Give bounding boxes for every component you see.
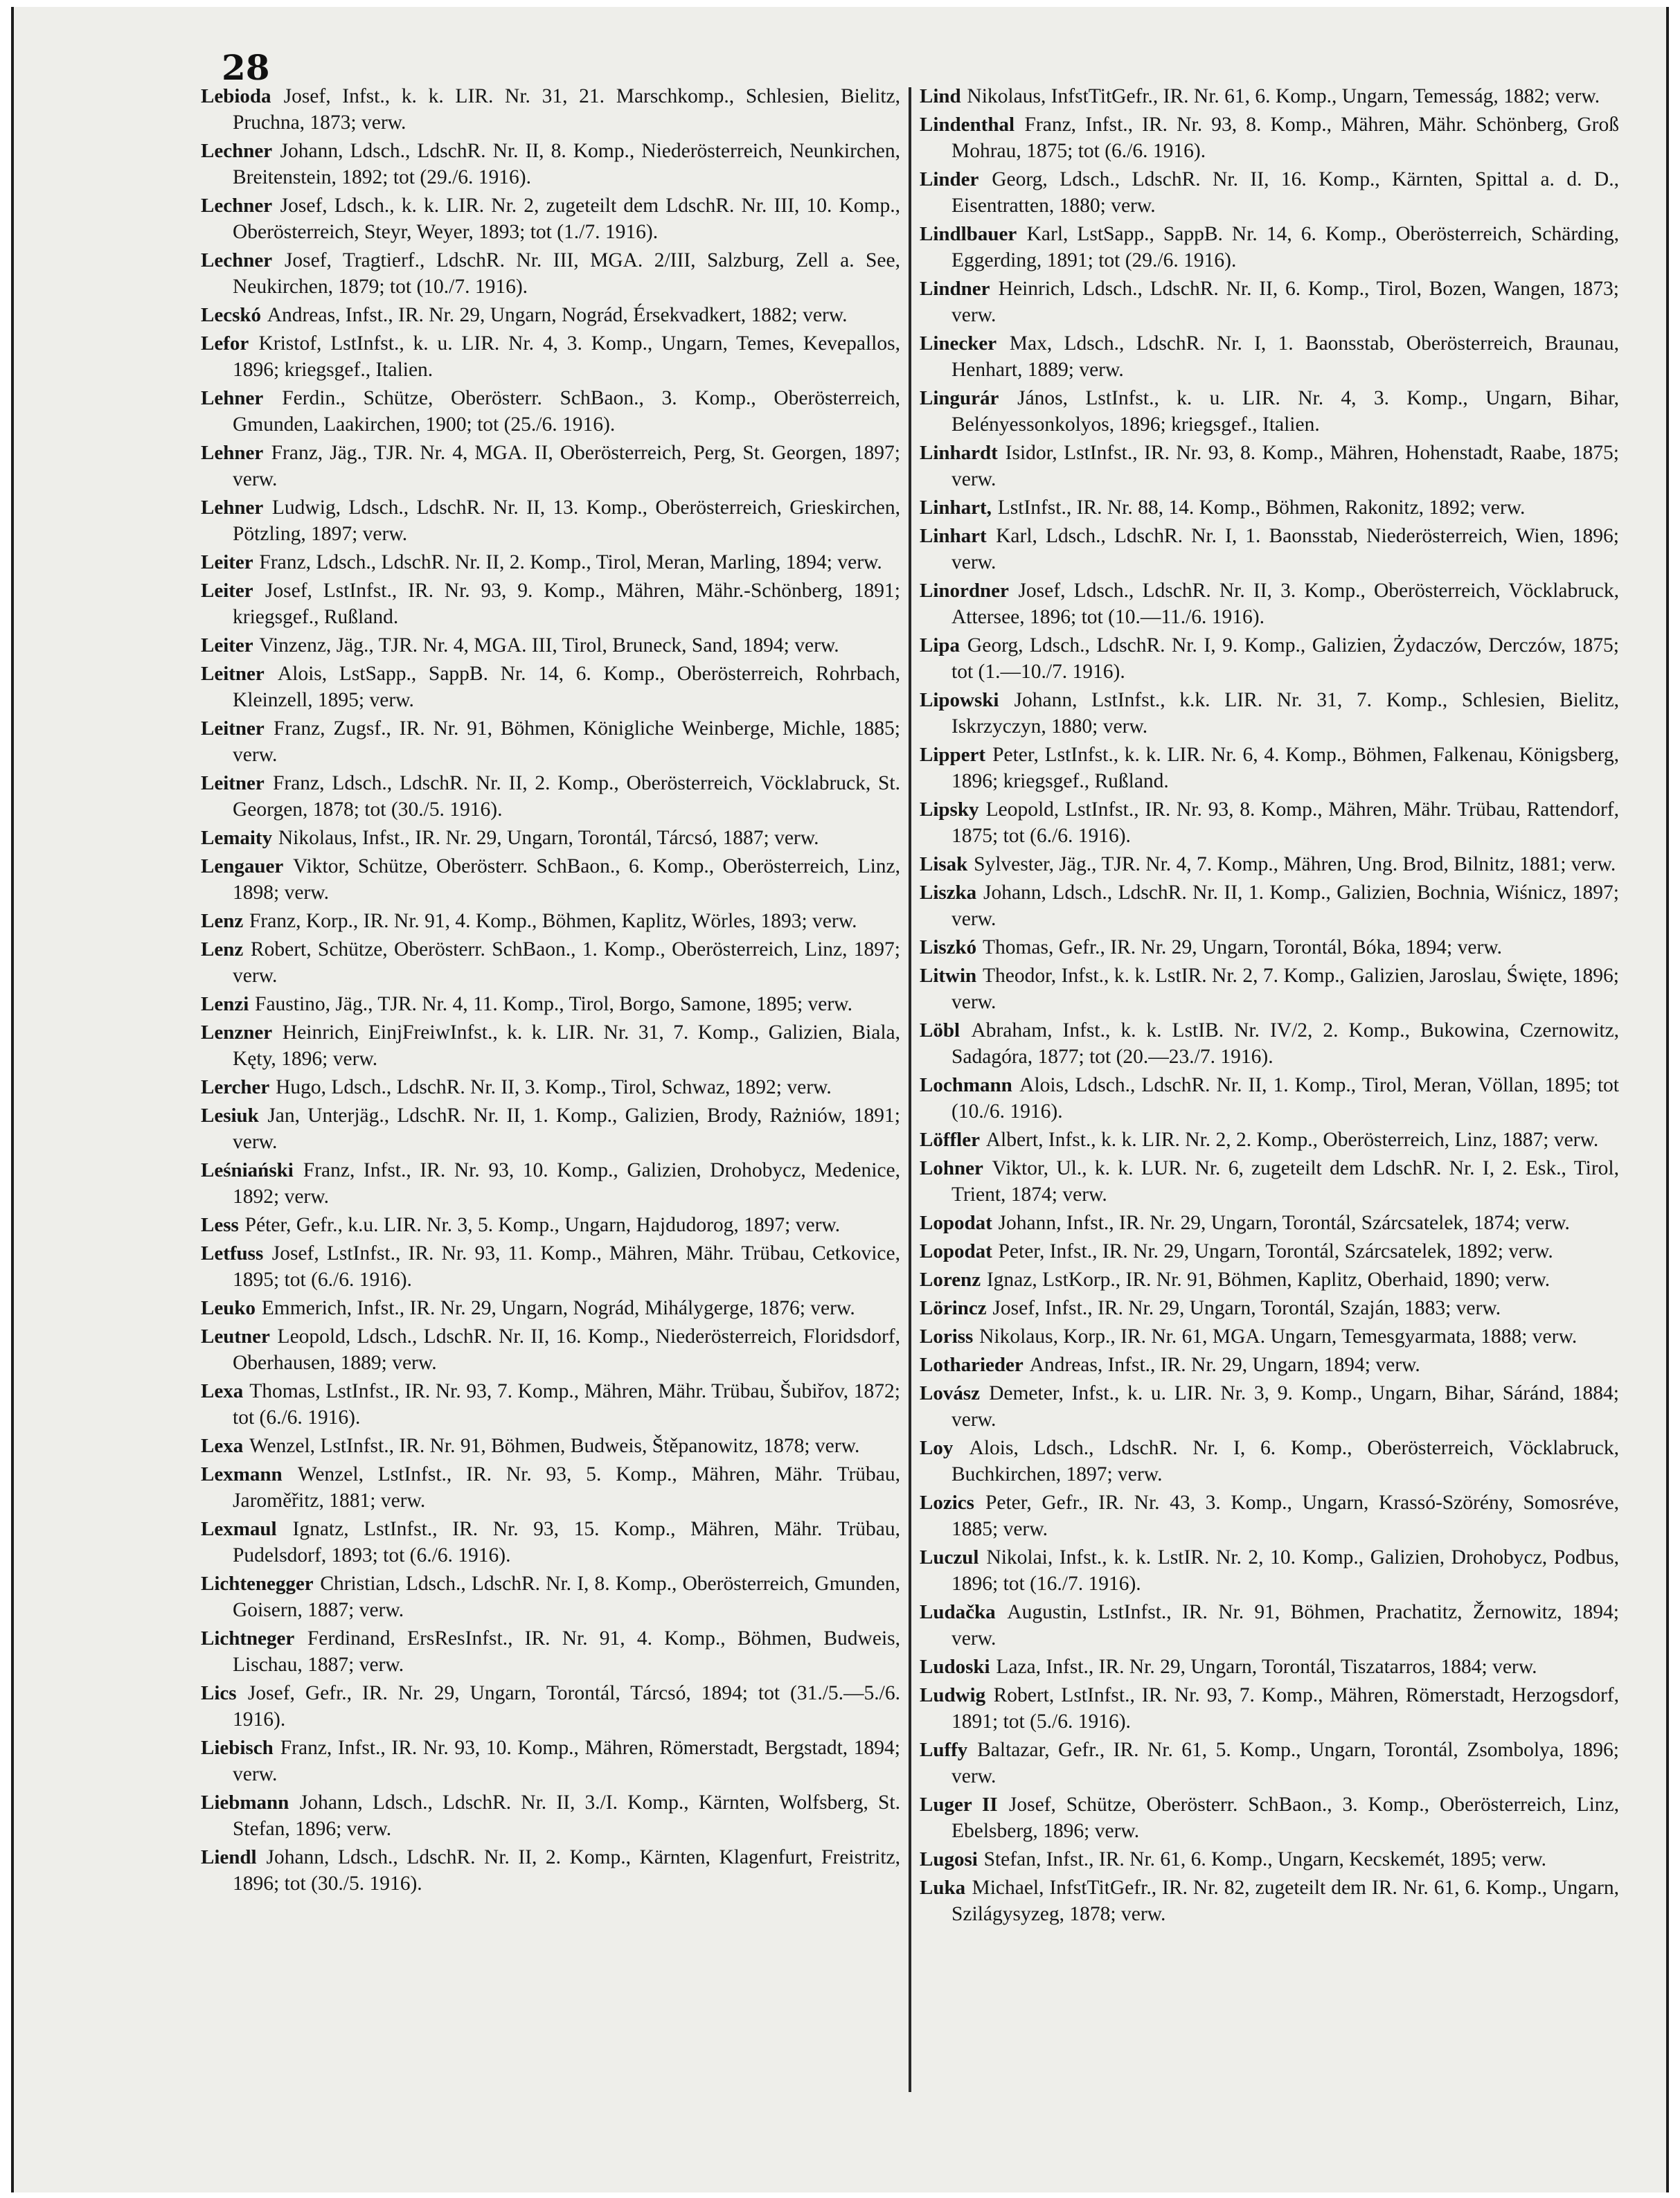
roster-entry: [920, 523, 1619, 575]
entry-surname: Lindenthal: [920, 114, 1015, 136]
roster-entry: [920, 1072, 1619, 1125]
entry-details: Johann, Ldsch., LdschR. Nr. II, 1. Komp., Galizien, Bochnia, Wiśnicz, 1897; verw.: [951, 882, 1619, 930]
entry-surname: Liszkó: [920, 936, 977, 958]
entry-details: Alois, Ldsch., LdschR. Nr. I, 6. Komp., Oberösterreich, Vöcklabruck, Buchkirchen, 1897; verw.: [951, 1437, 1619, 1485]
entry-details: Franz, Jäg., TJR. Nr. 4, MGA. II, Oberösterreich, Perg, St. Georgen, 1897; verw.: [233, 442, 900, 490]
roster-entry: [920, 578, 1619, 630]
entry-surname: Leuko: [201, 1297, 256, 1319]
entry-details: Franz, Korp., IR. Nr. 91, 4. Komp., Böhmen, Kaplitz, Wörles, 1893; verw.: [249, 910, 857, 932]
entry-details: Christian, Ldsch., LdschR. Nr. I, 8. Komp., Oberösterreich, Gmunden, Goisern, 1887; verw.: [233, 1573, 901, 1621]
roster-entry: [201, 661, 900, 713]
entry-surname: Luffy: [920, 1739, 968, 1761]
entry-surname: Lipsky: [920, 798, 979, 821]
roster-entry: [201, 1157, 900, 1210]
entry-surname: Lenzner: [201, 1021, 273, 1044]
roster-entry: [920, 1490, 1619, 1542]
entry-surname: Liebmann: [201, 1792, 289, 1814]
roster-entry: [920, 1127, 1619, 1153]
roster-entry: [920, 1380, 1619, 1433]
roster-entry: [920, 934, 1619, 960]
entry-surname: Lindlbauer: [920, 223, 1017, 245]
entry-details: Josef, LstInfst., IR. Nr. 93, 9. Komp., Mähren, Mähr.-Schönberg, 1891; kriegsgef., Rußland.: [233, 580, 901, 628]
entry-surname: Luger II: [920, 1794, 998, 1816]
roster-entry: [920, 1238, 1619, 1265]
entry-surname: Leiter: [201, 580, 253, 602]
entry-details: LstInfst., IR. Nr. 88, 14. Komp., Böhmen, Rakonitz, 1892; verw.: [997, 497, 1526, 519]
entry-details: Georg, Ldsch., LdschR. Nr. II, 16. Komp., Kärnten, Spittal a. d. D., Eisentratten, 1880; verw.: [951, 168, 1619, 217]
entry-details: János, LstInfst., k. u. LIR. Nr. 4, 3. Komp., Ungarn, Bihar, Belényessonkolyos, 1896; kriegsgef., Italien.: [951, 387, 1619, 436]
entry-surname: Loy: [920, 1437, 954, 1459]
entry-surname: Leśniański: [201, 1159, 294, 1181]
roster-entry: [920, 1155, 1619, 1208]
entry-surname: Lörincz: [920, 1297, 987, 1319]
roster-entry: [201, 770, 900, 823]
page-number: 28: [222, 47, 270, 88]
entry-surname: Lorenz: [920, 1269, 981, 1291]
roster-entry: [201, 1571, 900, 1623]
entry-surname: Lefor: [201, 332, 249, 355]
roster-entry: [201, 908, 900, 934]
entry-details: Emmerich, Infst., IR. Nr. 29, Ungarn, Nográd, Mihálygerge, 1876; verw.: [261, 1297, 855, 1319]
roster-entry: [920, 440, 1619, 492]
roster-entry: [920, 1017, 1619, 1070]
entry-details: Michael, InfstTitGefr., IR. Nr. 82, zugeteilt dem IR. Nr. 61, 6. Komp., Ungarn, Szilágysyzeg, 1878; verw.: [951, 1877, 1619, 1925]
right-column: [920, 83, 1619, 1929]
entry-surname: Lenzi: [201, 993, 249, 1015]
entry-details: Leopold, LstInfst., IR. Nr. 93, 8. Komp., Mähren, Mähr. Trübau, Rattendorf, 1875; tot (6./6. 1916).: [951, 798, 1619, 847]
entry-surname: Löffler: [920, 1129, 980, 1151]
roster-entry: [920, 111, 1619, 164]
entry-surname: Lichtneger: [201, 1627, 295, 1650]
entry-surname: Luczul: [920, 1546, 979, 1569]
entry-details: Karl, Ldsch., LdschR. Nr. I, 1. Baonsstab, Niederösterreich, Wien, 1896; verw.: [951, 525, 1619, 573]
entry-details: Franz, Infst., IR. Nr. 93, 8. Komp., Mähren, Mähr. Schönberg, Groß Mohrau, 1875; tot (6./6. 1916).: [951, 114, 1619, 162]
entry-surname: Lebioda: [201, 85, 271, 107]
roster-entry: [920, 1599, 1619, 1652]
roster-entry: [201, 1789, 900, 1842]
entry-details: Franz, Ldsch., LdschR. Nr. II, 2. Komp., Tirol, Meran, Marling, 1894; verw.: [259, 551, 882, 573]
entry-surname: Ludačka: [920, 1601, 996, 1623]
entry-details: Ignatz, LstInfst., IR. Nr. 93, 15. Komp., Mähren, Mähr. Trübau, Pudelsdorf, 1893; tot (6./6. 1916).: [233, 1518, 900, 1566]
entry-surname: Lengauer: [201, 855, 284, 877]
roster-entry: [201, 1212, 900, 1238]
entry-surname: Leitner: [201, 717, 265, 740]
roster-entry: [920, 1737, 1619, 1789]
entry-details: Johann, Ldsch., LdschR. Nr. II, 2. Komp., Kärnten, Klagenfurt, Freistritz, 1896; tot (30./5. 1916).: [233, 1846, 900, 1895]
roster-entry: [201, 1433, 900, 1459]
entry-surname: Ludwig: [920, 1684, 986, 1706]
entry-surname: Lugosi: [920, 1848, 978, 1870]
entry-surname: Leitner: [201, 772, 265, 794]
entry-details: Johann, Ldsch., LdschR. Nr. II, 3./I. Komp., Kärnten, Wolfsberg, St. Stefan, 1896; verw.: [233, 1792, 900, 1840]
roster-entry: [201, 632, 900, 659]
entry-surname: Lexa: [201, 1380, 244, 1402]
entry-details: Ferdinand, ErsResInfst., IR. Nr. 91, 4. Komp., Böhmen, Budweis, Lischau, 1887; verw.: [233, 1627, 900, 1676]
entry-details: Kristof, LstInfst., k. u. LIR. Nr. 4, 3. Komp., Ungarn, Temes, Kevepallos, 1896; kriegsgef., Italien.: [233, 332, 900, 381]
roster-entry: [920, 1323, 1619, 1350]
entry-surname: Lechner: [201, 140, 273, 162]
entry-details: Alois, Ldsch., LdschR. Nr. II, 1. Komp., Tirol, Meran, Völlan, 1895; tot (10./6. 1916).: [951, 1074, 1619, 1123]
roster-entry: [201, 330, 900, 383]
entry-details: Vinzenz, Jäg., TJR. Nr. 4, MGA. III, Tirol, Bruneck, Sand, 1894; verw.: [259, 634, 839, 656]
entry-surname: Lichtenegger: [201, 1573, 314, 1595]
entry-surname: Lipowski: [920, 689, 999, 711]
roster-entry: [201, 1323, 900, 1376]
entry-surname: Lechner: [201, 249, 273, 271]
roster-entry: [920, 385, 1619, 438]
entry-details: Nikolaus, Infst., IR. Nr. 29, Ungarn, Torontál, Tárcsó, 1887; verw.: [278, 827, 819, 849]
entry-details: Theodor, Infst., k. k. LstIR. Nr. 2, 7. Komp., Galizien, Jaroslau, Święte, 1896; verw.: [951, 965, 1619, 1013]
entry-surname: Lippert: [920, 744, 986, 766]
entry-details: Augustin, LstInfst., IR. Nr. 91, Böhmen, Prachatitz, Žernowitz, 1894; verw.: [951, 1601, 1619, 1650]
entry-details: Josef, Infst., k. k. LIR. Nr. 31, 21. Marschkomp., Schlesien, Bielitz, Pruchna, 1873; verw.: [233, 85, 900, 134]
roster-entry: [920, 1682, 1619, 1735]
roster-entry: [201, 193, 900, 245]
roster-entry: [920, 1352, 1619, 1378]
entry-details: Péter, Gefr., k.u. LIR. Nr. 3, 5. Komp., Ungarn, Hajdudorog, 1897; verw.: [244, 1214, 841, 1236]
entry-surname: Lohner: [920, 1157, 983, 1179]
roster-entry: [201, 1240, 900, 1293]
entry-surname: Lipa: [920, 634, 960, 656]
entry-surname: Linecker: [920, 332, 997, 355]
entry-surname: Letfuss: [201, 1242, 264, 1265]
entry-surname: Liendl: [201, 1846, 257, 1868]
entry-details: Josef, Schütze, Oberösterr. SchBaon., 3. Komp., Oberösterreich, Linz, Ebelsberg, 1896; verw.: [951, 1794, 1619, 1842]
entry-surname: Lehner: [201, 442, 264, 464]
roster-entry: [201, 853, 900, 906]
entry-details: Karl, LstSapp., SappB. Nr. 14, 6. Komp., Oberösterreich, Schärding, Eggerding, 1891; tot (29./6. 1916).: [951, 223, 1619, 271]
entry-details: Franz, Infst., IR. Nr. 93, 10. Komp., Mähren, Römerstadt, Bergstadt, 1894; verw.: [233, 1737, 900, 1785]
entry-details: Josef, Ldsch., LdschR. Nr. II, 3. Komp., Oberösterreich, Vöcklabruck, Attersee, 1896; tot (10.—11./6. 1916).: [951, 580, 1620, 628]
entry-surname: Less: [201, 1214, 239, 1236]
entry-details: Faustino, Jäg., TJR. Nr. 4, 11. Komp., Tirol, Borgo, Samone, 1895; verw.: [255, 993, 852, 1015]
roster-entry: [201, 494, 900, 547]
entry-details: Laza, Infst., IR. Nr. 29, Ungarn, Torontál, Tiszatarros, 1884; verw.: [996, 1656, 1537, 1678]
roster-entry: [201, 302, 900, 328]
entry-surname: Lopodat: [920, 1212, 992, 1234]
roster-entry: [201, 991, 900, 1017]
roster-entry: [201, 1074, 900, 1100]
entry-details: Heinrich, Ldsch., LdschR. Nr. II, 6. Komp., Tirol, Bozen, Wangen, 1873; verw.: [951, 278, 1619, 326]
entry-surname: Linhart,: [920, 497, 992, 519]
entry-surname: Lenz: [201, 938, 244, 960]
entry-surname: Lisak: [920, 853, 968, 875]
entry-details: Andreas, Infst., IR. Nr. 29, Ungarn, Nográd, Érsekvadkert, 1882; verw.: [267, 304, 848, 326]
roster-entry: [201, 1735, 900, 1787]
roster-entry: [920, 1267, 1619, 1293]
entry-details: Jan, Unterjäg., LdschR. Nr. II, 1. Komp., Galizien, Brody, Rażniów, 1891; verw.: [233, 1105, 900, 1153]
column-divider: [909, 87, 911, 2092]
entry-surname: Linhardt: [920, 442, 998, 464]
roster-entry: [920, 166, 1619, 219]
entry-details: Thomas, LstInfst., IR. Nr. 93, 7. Komp., Mähren, Mähr. Trübau, Šubiřov, 1872; tot (6./6. 1916).: [233, 1380, 900, 1429]
entry-surname: Lozics: [920, 1492, 974, 1514]
entry-details: Heinrich, EinjFreiwInfst., k. k. LIR. Nr. 31, 7. Komp., Galizien, Biala, Kęty, 1896; verw.: [233, 1021, 900, 1070]
entry-surname: Lics: [201, 1682, 237, 1704]
entry-details: Viktor, Schütze, Oberösterr. SchBaon., 6. Komp., Oberösterreich, Linz, 1898; verw.: [233, 855, 901, 904]
roster-entry: [201, 1844, 900, 1897]
roster-entry: [920, 742, 1619, 794]
entry-details: Viktor, Ul., k. k. LUR. Nr. 6, zugeteilt dem LdschR. Nr. I, 2. Esk., Tirol, Trient, 1874; verw.: [951, 1157, 1619, 1206]
entry-details: Stefan, Infst., IR. Nr. 61, 6. Komp., Ungarn, Kecskemét, 1895; verw.: [983, 1848, 1547, 1870]
entry-details: Nikolaus, Korp., IR. Nr. 61, MGA. Ungarn, Temesgyarmata, 1888; verw.: [979, 1325, 1578, 1348]
roster-entry: [201, 1680, 900, 1733]
entry-surname: Litwin: [920, 965, 977, 987]
roster-entry: [920, 1654, 1619, 1680]
entry-surname: Luka: [920, 1877, 966, 1899]
entry-details: Johann, LstInfst., k.k. LIR. Nr. 31, 7. Komp., Schlesien, Bielitz, Iskrzyczyn, 1880; verw.: [951, 689, 1619, 738]
entry-details: Josef, LstInfst., IR. Nr. 93, 11. Komp., Mähren, Mähr. Trübau, Cetkovice, 1895; tot (6./6. 1916).: [233, 1242, 900, 1291]
entry-surname: Linder: [920, 168, 979, 190]
entry-surname: Leutner: [201, 1325, 270, 1348]
entry-details: Robert, Schütze, Oberösterr. SchBaon., 1. Komp., Oberösterreich, Linz, 1897; verw.: [233, 938, 900, 987]
roster-entry: [920, 963, 1619, 1015]
entry-surname: Lechner: [201, 195, 273, 217]
entry-surname: Lexa: [201, 1435, 244, 1457]
roster-entry: [920, 1210, 1619, 1236]
roster-entry: [920, 276, 1619, 328]
roster-entry: [920, 1295, 1619, 1321]
entry-surname: Löbl: [920, 1019, 960, 1042]
roster-entry: [201, 578, 900, 630]
entry-details: Nikolai, Infst., k. k. LstIR. Nr. 2, 10. Komp., Galizien, Drohobycz, Podbus, 1896; tot (16./7. 1916).: [951, 1546, 1619, 1595]
entry-details: Andreas, Infst., IR. Nr. 29, Ungarn, 1894; verw.: [1029, 1354, 1420, 1376]
entry-surname: Lecskó: [201, 304, 261, 326]
entry-details: Sylvester, Jäg., TJR. Nr. 4, 7. Komp., Mähren, Ung. Brod, Bilnitz, 1881; verw.: [974, 853, 1616, 875]
entry-details: Franz, Infst., IR. Nr. 93, 10. Komp., Galizien, Drohobycz, Medenice, 1892; verw.: [233, 1159, 901, 1208]
roster-entry: [920, 851, 1619, 877]
roster-entry: [201, 715, 900, 768]
roster-entry: [920, 1792, 1619, 1844]
entry-surname: Lindner: [920, 278, 990, 300]
entry-surname: Lehner: [201, 497, 264, 519]
entry-details: Peter, Infst., IR. Nr. 29, Ungarn, Torontál, Szárcsatelek, 1892; verw.: [998, 1240, 1553, 1262]
entry-details: Nikolaus, InfstTitGefr., IR. Nr. 61, 6. Komp., Ungarn, Temesság, 1882; verw.: [967, 85, 1600, 107]
entry-details: Georg, Ldsch., LdschR. Nr. I, 9. Komp., Galizien, Żydaczów, Derczów, 1875; tot (1.—10./7. 1916).: [951, 634, 1620, 683]
entry-details: Peter, LstInfst., k. k. LIR. Nr. 6, 4. Komp., Böhmen, Falkenau, Königsberg, 1896; kriegsgef., Rußland.: [951, 744, 1619, 792]
entry-surname: Liebisch: [201, 1737, 274, 1759]
entry-details: Abraham, Infst., k. k. LstIB. Nr. IV/2, 2. Komp., Bukowina, Czernowitz, Sadagóra, 1877; tot (20.—23./7. 1916).: [951, 1019, 1619, 1068]
entry-details: Isidor, LstInfst., IR. Nr. 93, 8. Komp., Mähren, Hohenstadt, Raabe, 1875; verw.: [951, 442, 1619, 490]
roster-entry: [920, 796, 1619, 849]
left-column: [201, 83, 900, 1899]
roster-entry: [201, 1378, 900, 1431]
roster-entry: [201, 1516, 900, 1569]
entry-details: Leopold, Ldsch., LdschR. Nr. II, 16. Komp., Niederösterreich, Floridsdorf, Oberhausen, 1889; verw.: [233, 1325, 900, 1374]
roster-entry: [201, 1295, 900, 1321]
entry-details: Wenzel, LstInfst., IR. Nr. 93, 5. Komp., Mähren, Mähr. Trübau, Jaroměřitz, 1881; verw.: [233, 1463, 901, 1512]
entry-details: Franz, Zugsf., IR. Nr. 91, Böhmen, Königliche Weinberge, Michle, 1885; verw.: [233, 717, 900, 766]
entry-details: Johann, Ldsch., LdschR. Nr. II, 8. Komp., Niederösterreich, Neunkirchen, Breitenstein, 1892; tot (29./6. 1916).: [233, 140, 901, 188]
roster-entry: [201, 549, 900, 575]
entry-details: Albert, Infst., k. k. LIR. Nr. 2, 2. Komp., Oberösterreich, Linz, 1887; verw.: [985, 1129, 1599, 1151]
entry-details: Ludwig, Ldsch., LdschR. Nr. II, 13. Komp., Oberösterreich, Grieskirchen, Pötzling, 1897; verw.: [233, 497, 901, 545]
roster-entry: [201, 83, 900, 136]
roster-entry: [201, 1102, 900, 1155]
entry-surname: Lexmaul: [201, 1518, 277, 1540]
entry-details: Alois, LstSapp., SappB. Nr. 14, 6. Komp., Oberösterreich, Rohrbach, Kleinzell, 1895; verw.: [233, 663, 900, 711]
roster-entry: [920, 1435, 1619, 1487]
roster-entry: [920, 330, 1619, 383]
roster-entry: [920, 879, 1619, 932]
entry-details: Demeter, Infst., k. u. LIR. Nr. 3, 9. Komp., Ungarn, Bihar, Sáránd, 1884; verw.: [951, 1382, 1619, 1431]
entry-surname: Linhart: [920, 525, 987, 547]
roster-entry: [920, 687, 1619, 740]
roster-entry: [201, 1019, 900, 1072]
entry-surname: Lexmann: [201, 1463, 283, 1485]
entry-details: Johann, Infst., IR. Nr. 29, Ungarn, Torontál, Szárcsatelek, 1874; verw.: [998, 1212, 1570, 1234]
entry-surname: Lemaity: [201, 827, 273, 849]
entry-details: Josef, Ldsch., k. k. LIR. Nr. 2, zugeteilt dem LdschR. Nr. III, 10. Komp., Oberösterreich, Steyr, Weyer, 1893; tot (1./7. 1916).: [233, 195, 900, 243]
entry-surname: Leitner: [201, 663, 265, 685]
roster-entry: [201, 936, 900, 989]
roster-entry: [201, 440, 900, 492]
entry-surname: Lotharieder: [920, 1354, 1024, 1376]
roster-entry: [920, 1875, 1619, 1927]
roster-entry: [201, 1461, 900, 1514]
entry-details: Baltazar, Gefr., IR. Nr. 61, 5. Komp., Ungarn, Torontál, Zsombolya, 1896; verw.: [951, 1739, 1619, 1787]
entry-surname: Loriss: [920, 1325, 974, 1348]
entry-surname: Leiter: [201, 634, 253, 656]
roster-entry: [920, 1544, 1619, 1597]
entry-details: Peter, Gefr., IR. Nr. 43, 3. Komp., Ungarn, Krassó-Szörény, Somosréve, 1885; verw.: [951, 1492, 1619, 1540]
entry-details: Max, Ldsch., LdschR. Nr. I, 1. Baonsstab, Oberösterreich, Braunau, Henhart, 1889; verw.: [951, 332, 1619, 381]
entry-details: Wenzel, LstInfst., IR. Nr. 91, Böhmen, Budweis, Štěpanowitz, 1878; verw.: [249, 1435, 860, 1457]
roster-entry: [920, 1846, 1619, 1873]
entry-surname: Lopodat: [920, 1240, 992, 1262]
entry-surname: Linordner: [920, 580, 1009, 602]
roster-entry: [201, 247, 900, 300]
entry-surname: Ludoski: [920, 1656, 990, 1678]
entry-details: Robert, LstInfst., IR. Nr. 93, 7. Komp., Mähren, Römerstadt, Herzogsdorf, 1891; tot (5./6. 1916).: [951, 1684, 1619, 1733]
entry-surname: Lind: [920, 85, 961, 107]
entry-surname: Lesiuk: [201, 1105, 259, 1127]
roster-entry: [920, 83, 1619, 109]
entry-details: Ferdin., Schütze, Oberösterr. SchBaon., 3. Komp., Oberösterreich, Gmunden, Laakirchen, 1900; tot (25./6. 1916).: [233, 387, 900, 436]
roster-entry: [920, 632, 1619, 685]
roster-entry: [201, 138, 900, 190]
entry-surname: Leiter: [201, 551, 253, 573]
roster-entry: [201, 385, 900, 438]
entry-details: Thomas, Gefr., IR. Nr. 29, Ungarn, Torontál, Bóka, 1894; verw.: [982, 936, 1502, 958]
entry-surname: Lochmann: [920, 1074, 1012, 1096]
entry-surname: Lehner: [201, 387, 264, 409]
roster-entry: [201, 825, 900, 851]
entry-details: Hugo, Ldsch., LdschR. Nr. II, 3. Komp., Tirol, Schwaz, 1892; verw.: [276, 1076, 832, 1098]
entry-details: Franz, Ldsch., LdschR. Nr. II, 2. Komp., Oberösterreich, Vöcklabruck, St. Georgen, 1878; tot (30./5. 1916).: [233, 772, 901, 821]
entry-details: Josef, Tragtierf., LdschR. Nr. III, MGA. 2/III, Salzburg, Zell a. See, Neukirchen, 1879; tot (10./7. 1916).: [233, 249, 900, 298]
entry-surname: Lovász: [920, 1382, 980, 1404]
entry-details: Ignaz, LstKorp., IR. Nr. 91, Böhmen, Kaplitz, Oberhaid, 1890; verw.: [986, 1269, 1551, 1291]
roster-entry: [201, 1625, 900, 1678]
entry-details: Josef, Infst., IR. Nr. 29, Ungarn, Torontál, Szaján, 1883; verw.: [992, 1297, 1501, 1319]
roster-entry: [920, 221, 1619, 274]
entry-surname: Lingurár: [920, 387, 999, 409]
entry-surname: Lercher: [201, 1076, 270, 1098]
entry-surname: Lenz: [201, 910, 244, 932]
roster-entry: [920, 494, 1619, 521]
entry-details: Josef, Gefr., IR. Nr. 29, Ungarn, Torontál, Tárcsó, 1894; tot (31./5.—5./6. 1916).: [233, 1682, 900, 1731]
entry-surname: Liszka: [920, 882, 977, 904]
